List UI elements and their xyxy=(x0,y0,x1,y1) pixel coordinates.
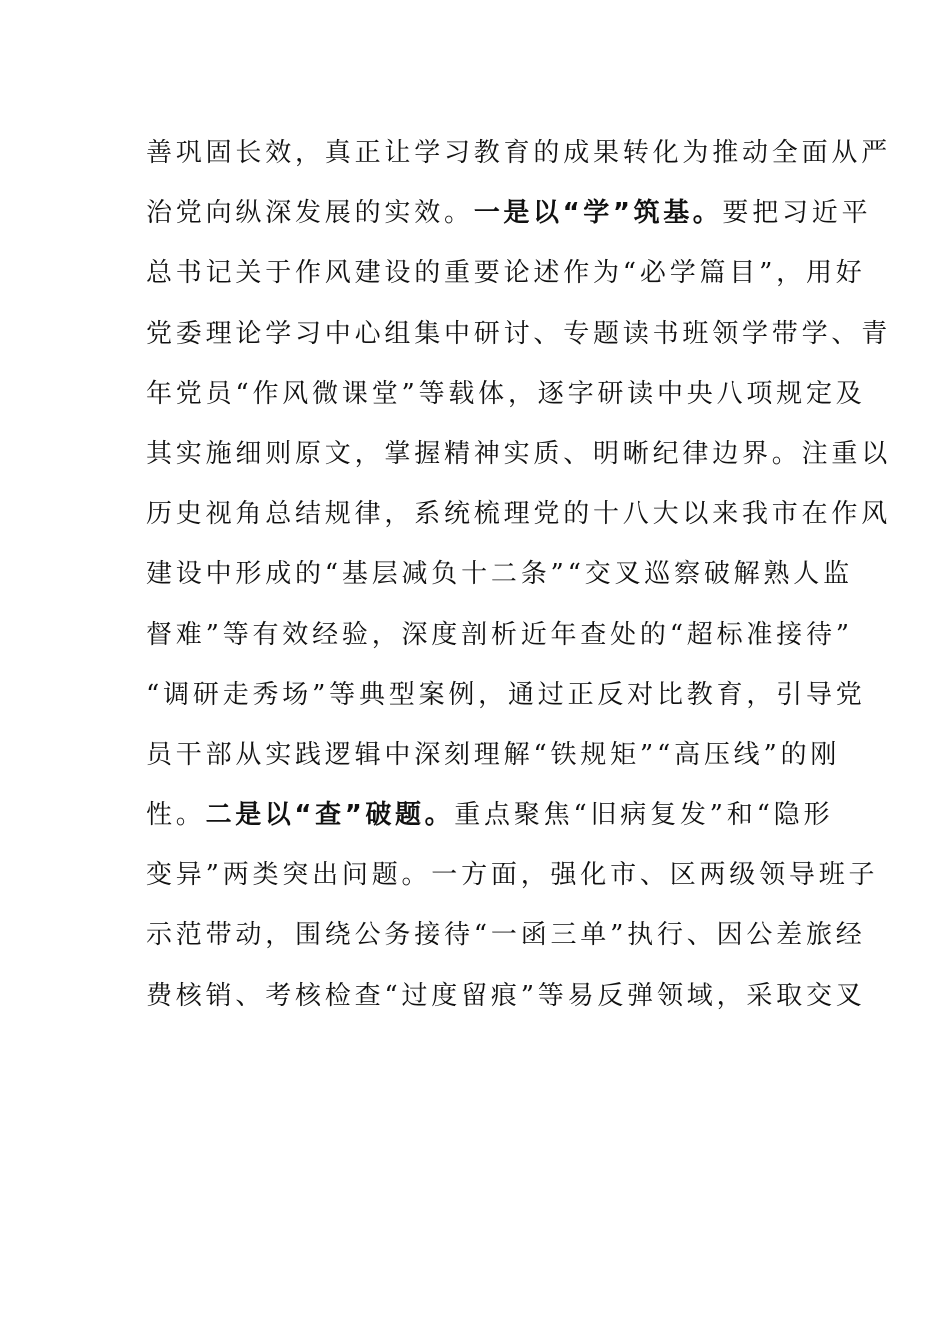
text-run: 性。 xyxy=(146,800,206,831)
text-run: 重点聚焦“旧病复发”和“隐形 xyxy=(454,800,834,831)
text-line: 示范带动，围绕公务接待“一函三单”执行、因公差旅经 xyxy=(146,920,866,951)
text-run: 治党向纵深发展的实效。 xyxy=(146,198,474,229)
bold-heading-1: 一是以“学”筑基。 xyxy=(473,198,723,229)
text-line: 善巩固长效，真正让学习教育的成果转化为推动全面从严 xyxy=(146,138,892,168)
text-line: 其实施细则原文，掌握精神实质、明晰纪律边界。注重以 xyxy=(146,438,892,469)
text-line: 督难”等有效经验，深度剖析近年查处的“超标准接待” xyxy=(146,619,853,650)
text-run: 要把习近平 xyxy=(722,198,872,229)
body-paragraph xyxy=(146,123,892,1026)
text-line: 员干部从实践逻辑中深刻理解“铁规矩”“高压线”的刚 xyxy=(146,739,841,770)
text-line: 年党员“作风微课堂”等载体，逐字研读中央八项规定及 xyxy=(146,378,866,409)
text-line: 变异”两类突出问题。一方面，强化市、区两级领导班子 xyxy=(146,860,879,891)
text-line xyxy=(146,183,872,243)
text-line: 总书记关于作风建设的重要论述作为“必学篇目”，用好 xyxy=(146,258,866,289)
text-line xyxy=(146,785,834,845)
bold-heading-2: 二是以“查”破题。 xyxy=(205,800,455,831)
text-line: 党委理论学习中心组集中研讨、专题读书班领学带学、青 xyxy=(146,318,892,349)
text-line: “调研走秀场”等典型案例，通过正反对比教育，引导党 xyxy=(146,679,866,710)
text-line: 历史视角总结规律，系统梳理党的十八大以来我市在作风 xyxy=(146,499,892,530)
text-line: 费核销、考核检查“过度留痕”等易反弹领域，采取交叉 xyxy=(146,980,866,1011)
text-line: 建设中形成的“基层减负十二条”“交叉巡察破解熟人监 xyxy=(146,559,853,590)
